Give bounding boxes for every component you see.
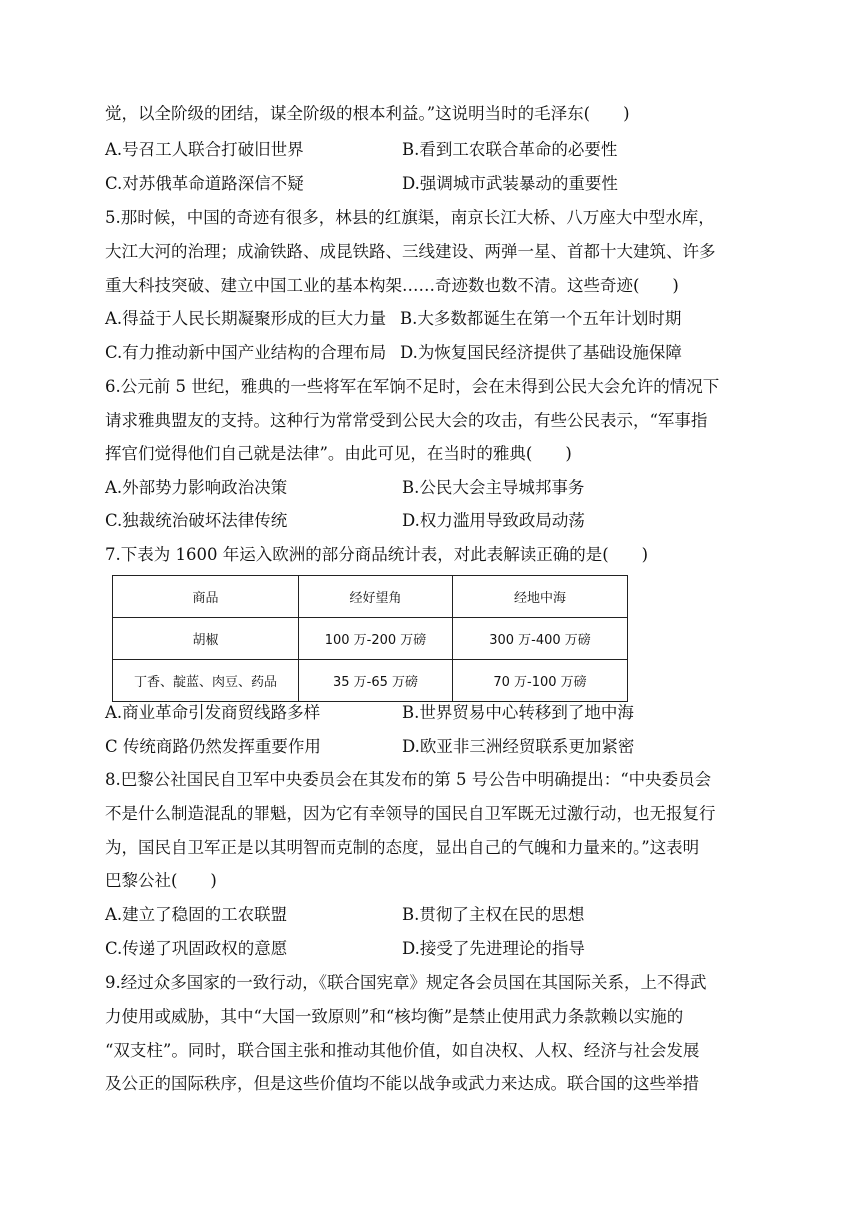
q4-option-c: C.对苏俄革命道路深信不疑 (105, 174, 304, 193)
q5-option-b: B.大多数都诞生在第一个五年计划时期 (400, 309, 682, 328)
q8-stem-line-2: 不是什么制造混乱的罪魁，因为它有幸领导的国民自卫军既无过激行动，也无报复行 (105, 804, 716, 823)
q9-stem-line-1: 9.经过众多国家的一致行动，《联合国宪章》规定各会员国在其国际关系，上不得武 (105, 973, 707, 992)
q6-option-a: A.外部势力影响政治决策 (105, 478, 288, 497)
q5-stem-line-2: 大江大河的治理；成渝铁路、成昆铁路、三线建设、两弹一星、首都十大建筑、许多 (105, 242, 716, 261)
q7-option-d: D.欧亚非三洲经贸联系更加紧密 (402, 737, 635, 756)
q5-option-d: D.为恢复国民经济提供了基础设施保障 (400, 343, 682, 362)
q8-option-c: C.传递了巩固政权的意愿 (105, 939, 288, 958)
q6-option-c: C.独裁统治破坏法律传统 (105, 511, 288, 530)
q8-stem-line-1: 8.巴黎公社国民自卫军中央委员会在其发布的第 5 号公告中明确提出：“中央委员会 (105, 770, 712, 789)
q4-stem-tail: 觉，以全阶级的团结，谋全阶级的根本利益。”这说明当时的毛泽东( ) (105, 104, 630, 123)
q8-stem-line-4: 巴黎公社( ) (105, 871, 217, 890)
q6-stem-line-3: 挥官们觉得他们自己就是法律”。由此可见，在当时的雅典( ) (105, 444, 572, 463)
table-header-row (113, 576, 628, 618)
q7-stem-line-1: 7.下表为 1600 年运入欧洲的部分商品统计表，对此表解读正确的是( ) (105, 545, 649, 564)
q4-option-d: D.强调城市武装暴动的重要性 (402, 174, 618, 193)
table-row (113, 660, 628, 702)
table-header-cell: 经好望角 (299, 576, 453, 618)
q9-stem-line-4: 及公正的国际秩序，但是这些价值均不能以战争或武力来达成。联合国的这些举措 (105, 1074, 699, 1093)
table-cell: 70 万-100 万磅 (453, 660, 628, 702)
q6-stem-line-1: 6.公元前 5 世纪，雅典的一些将军在军饷不足时，会在未得到公民大会允许的情况下 (105, 377, 720, 396)
goods-table (112, 575, 628, 702)
table-cell: 35 万-65 万磅 (299, 660, 453, 702)
q7-option-c: C 传统商路仍然发挥重要作用 (105, 737, 321, 756)
table-cell: 100 万-200 万磅 (299, 618, 453, 660)
q5-stem-line-3: 重大科技突破、建立中国工业的基本构架……奇迹数也数不清。这些奇迹( ) (105, 276, 679, 295)
q8-option-a: A.建立了稳固的工农联盟 (105, 905, 288, 924)
q5-stem-line-1: 5.那时候，中国的奇迹有很多，林县的红旗渠，南京长江大桥、八万座大中型水库， (105, 208, 715, 227)
q5-option-c: C.有力推动新中国产业结构的合理布局 (105, 343, 387, 362)
q7-option-b: B.世界贸易中心转移到了地中海 (402, 703, 634, 722)
q6-option-d: D.权力滥用导致政局动荡 (402, 511, 585, 530)
table-row (113, 618, 628, 660)
table-cell: 丁香、靛蓝、肉豆、药品 (113, 660, 299, 702)
q5-option-a: A.得益于人民长期凝聚形成的巨大力量 (105, 309, 387, 328)
table-cell: 300 万-400 万磅 (453, 618, 628, 660)
table-header-cell: 商品 (113, 576, 299, 618)
q6-stem-line-2: 请求雅典盟友的支持。这种行为常常受到公民大会的攻击，有些公民表示，“军事指 (105, 411, 708, 430)
q9-stem-line-3: “双支柱”。同时，联合国主张和推动其他价值，如自决权、人权、经济与社会发展 (105, 1041, 700, 1060)
q7-option-a: A.商业革命引发商贸线路多样 (105, 703, 321, 722)
q4-option-a: A.号召工人联合打破旧世界 (105, 140, 304, 159)
q9-stem-line-2: 力使用或威胁，其中“大国一致原则”和“核均衡”是禁止使用武力条款赖以实施的 (105, 1007, 684, 1026)
table-header-cell: 经地中海 (453, 576, 628, 618)
q8-stem-line-3: 为，国民自卫军正是以其明智而克制的态度，显出自己的气魄和力量来的。”这表明 (105, 838, 700, 857)
table-cell: 胡椒 (113, 618, 299, 660)
q8-option-b: B.贯彻了主权在民的思想 (402, 905, 585, 924)
q8-option-d: D.接受了先进理论的指导 (402, 939, 585, 958)
q4-option-b: B.看到工农联合革命的必要性 (402, 140, 618, 159)
q6-option-b: B.公民大会主导城邦事务 (402, 478, 585, 497)
